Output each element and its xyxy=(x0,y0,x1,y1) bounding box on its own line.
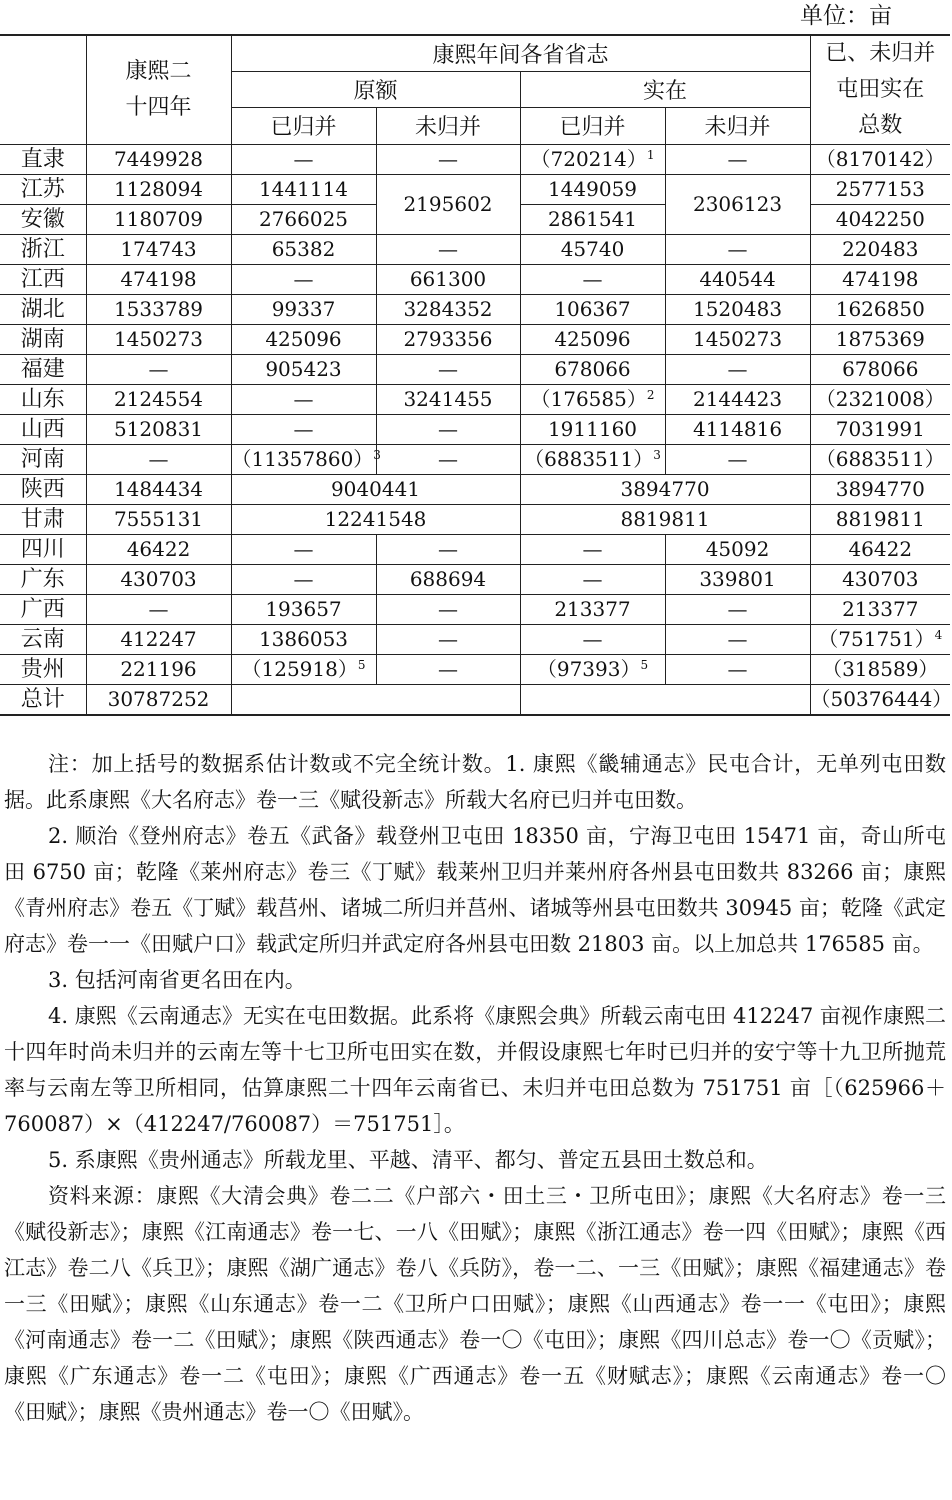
cell-actual-unmerged: — xyxy=(665,235,810,265)
cell-original-unmerged: — xyxy=(376,235,520,265)
cell-province: 湖北 xyxy=(0,295,86,325)
cell-original-merged: 65382 xyxy=(231,235,376,265)
cell-actual-merged: 1911160 xyxy=(520,415,665,445)
cell-total: 1626850 xyxy=(810,295,950,325)
cell-actual-unmerged: 339801 xyxy=(665,565,810,595)
cell-total: 46422 xyxy=(810,535,950,565)
cell-original-merged: — xyxy=(231,535,376,565)
table-row xyxy=(0,415,950,445)
cell-original-empty xyxy=(231,685,520,716)
cell-value: （6883511） xyxy=(524,447,654,471)
cell-original-merged: 99337 xyxy=(231,295,376,325)
footnote-mark: 2 xyxy=(646,388,655,402)
cell-original-merged: 2766025 xyxy=(231,205,376,235)
header-total-line1: 已、未归并 xyxy=(825,41,936,66)
note-paragraph: 注：加上括号的数据系估计数或不完全统计数。1. 康熙《畿辅通志》民屯合计，无单列屯田数据。此系康熙《大名府志》卷一三《赋役新志》所载大名府已归并屯田数。 xyxy=(4,752,946,812)
cell-kangxi24: 46422 xyxy=(86,535,231,565)
cell-kangxi24: 174743 xyxy=(86,235,231,265)
cell-original-merged: 1441114 xyxy=(231,175,376,205)
table-row xyxy=(0,265,950,295)
cell-original-merged: — xyxy=(231,145,376,175)
cell-original-unmerged: 2195602 xyxy=(376,175,520,235)
cell-total: 213377 xyxy=(810,595,950,625)
cell-actual-merged: — xyxy=(520,625,665,655)
cell-original-unmerged: — xyxy=(376,655,520,685)
cell-original-merged: 193657 xyxy=(231,595,376,625)
cell-actual-empty xyxy=(520,685,810,716)
cell-actual-merged: — xyxy=(520,535,665,565)
cell-value: （751751） xyxy=(818,627,935,651)
table-row xyxy=(0,175,950,205)
cell-original-unmerged: — xyxy=(376,625,520,655)
cell-actual-unmerged: — xyxy=(665,655,810,685)
cell-total: 2577153 xyxy=(810,175,950,205)
cell-actual-merged: 45740 xyxy=(520,235,665,265)
cell-total: 4042250 xyxy=(810,205,950,235)
table-row xyxy=(0,505,950,535)
cell-total: 220483 xyxy=(810,235,950,265)
cell-province: 河南 xyxy=(0,445,86,475)
cell-actual-merged xyxy=(520,385,665,415)
cell-province: 江西 xyxy=(0,265,86,295)
table-row xyxy=(0,295,950,325)
cell-actual-merged: 678066 xyxy=(520,355,665,385)
cell-actual-unmerged: — xyxy=(665,355,810,385)
cell-kangxi24: 2124554 xyxy=(86,385,231,415)
header-kangxi24-line2: 十四年 xyxy=(125,95,192,120)
cell-kangxi24: 1450273 xyxy=(86,325,231,355)
header-total-line2: 屯田实在 xyxy=(836,77,925,102)
header-provincial-gazetteers: 康熙年间各省省志 xyxy=(231,35,810,72)
cell-value: （97393） xyxy=(536,657,641,681)
cell-original-merged: 1386053 xyxy=(231,625,376,655)
cell-kangxi24: 430703 xyxy=(86,565,231,595)
footnote-mark: 1 xyxy=(646,148,655,162)
cell-total: 678066 xyxy=(810,355,950,385)
cell-original-unmerged: — xyxy=(376,595,520,625)
unit-label: 单位：亩 xyxy=(800,3,892,29)
cell-kangxi24: 1533789 xyxy=(86,295,231,325)
header-original-unmerged: 未归并 xyxy=(376,107,520,144)
cell-kangxi24: — xyxy=(86,595,231,625)
cell-province: 云南 xyxy=(0,625,86,655)
header-total-line3: 总数 xyxy=(858,113,903,138)
cell-original-merged: — xyxy=(231,385,376,415)
cell-actual-unmerged: 1450273 xyxy=(665,325,810,355)
cell-total: 474198 xyxy=(810,265,950,295)
cell-total: （8170142） xyxy=(810,145,950,175)
cell-kangxi24: 5120831 xyxy=(86,415,231,445)
cell-province: 陕西 xyxy=(0,475,86,505)
cell-original-merged: — xyxy=(231,265,376,295)
cell-kangxi24: 221196 xyxy=(86,655,231,685)
header-actual-merged: 已归并 xyxy=(520,107,665,144)
cell-province: 山西 xyxy=(0,415,86,445)
cell-province: 山东 xyxy=(0,385,86,415)
cell-original-combined: 12241548 xyxy=(231,505,520,535)
cell-value: （720214） xyxy=(530,147,647,171)
cell-actual-unmerged: — xyxy=(665,625,810,655)
cell-kangxi24: 1180709 xyxy=(86,205,231,235)
cell-total: （2321008） xyxy=(810,385,950,415)
cell-province: 江苏 xyxy=(0,175,86,205)
cell-actual-merged: 425096 xyxy=(520,325,665,355)
header-original-merged: 已归并 xyxy=(231,107,376,144)
table-row xyxy=(0,385,950,415)
note-paragraph: 4. 康熙《云南通志》无实在屯田数据。此系将《康熙会典》所载云南屯田 412247 亩视作康熙二十四年时尚未归并的云南左等十七卫所屯田实在数，并假设康熙七年时已归并的安宁等十九卫所抛荒率与云南左等卫所相同，估算康熙二十四年云南省已、未归并屯田总数为 751751 亩［（625966＋760087）×（412247/760087）＝751751］。 xyxy=(4,1004,946,1136)
note-paragraph: 2. 顺治《登州府志》卷五《武备》载登州卫屯田 18350 亩，宁海卫屯田 15471 亩，奇山所屯田 6750 亩；乾隆《莱州府志》卷三《丁赋》载莱州卫归并莱州府各州县屯田数共 83266 亩；康熙《青州府志》卷五《丁赋》载莒州、诸城二所归并莒州、诸城等州县屯田数共 30945 亩；乾隆《武定府志》卷一一《田赋户口》载武定所归并武定府各州县屯田数 21803 亩。以上加总共 176585 亩。 xyxy=(4,824,946,956)
cell-original-merged: 425096 xyxy=(231,325,376,355)
table-row xyxy=(0,145,950,175)
tuntian-table xyxy=(0,34,950,716)
header-original: 原额 xyxy=(231,72,520,108)
cell-kangxi24: — xyxy=(86,355,231,385)
cell-original-merged xyxy=(231,445,381,475)
table-row xyxy=(0,355,950,385)
cell-original-merged xyxy=(231,655,376,685)
cell-province: 福建 xyxy=(0,355,86,385)
cell-total: 7031991 xyxy=(810,415,950,445)
notes-section xyxy=(4,746,946,1430)
cell-original-unmerged: 2793356 xyxy=(376,325,520,355)
cell-actual-merged: 1449059 xyxy=(520,175,665,205)
cell-kangxi24: 412247 xyxy=(86,625,231,655)
cell-actual-unmerged: 2306123 xyxy=(665,175,810,235)
cell-actual-unmerged: 4114816 xyxy=(665,415,810,445)
cell-actual-unmerged: 1520483 xyxy=(665,295,810,325)
cell-actual-merged: 106367 xyxy=(520,295,665,325)
sources-paragraph: 资料来源：康熙《大清会典》卷二二《户部六・田土三・卫所屯田》；康熙《大名府志》卷一三《赋役新志》；康熙《江南通志》卷一七、一八《田赋》；康熙《浙江通志》卷一四《田赋》；康熙《西江志》卷二八《兵卫》；康熙《湖广通志》卷八《兵防》，卷一二、一三《田赋》；康熙《福建通志》卷一三《田赋》；康熙《山东通志》卷一二《卫所户口田赋》；康熙《山西通志》卷一一《屯田》；康熙《河南通志》卷一二《田赋》；康熙《陕西通志》卷一〇《屯田》；康熙《四川总志》卷一〇《贡赋》；康熙《广东通志》卷一二《屯田》；康熙《广西通志》卷一五《财赋志》；康熙《云南通志》卷一〇《田赋》；康熙《贵州通志》卷一〇《田赋》。 xyxy=(4,1184,946,1424)
table-row xyxy=(0,565,950,595)
footnote-mark: 3 xyxy=(373,448,381,462)
cell-province: 广西 xyxy=(0,595,86,625)
cell-total: （318589） xyxy=(810,655,950,685)
header-blank-corner xyxy=(0,35,86,145)
cell-kangxi24: 7449928 xyxy=(86,145,231,175)
cell-actual-combined: 8819811 xyxy=(520,505,810,535)
cell-original-unmerged: 688694 xyxy=(376,565,520,595)
cell-province: 四川 xyxy=(0,535,86,565)
header-kangxi24-line1: 康熙二 xyxy=(125,59,192,84)
cell-actual-combined: 3894770 xyxy=(520,475,810,505)
footnote-mark: 5 xyxy=(640,658,649,672)
cell-total: （50376444） xyxy=(810,685,950,716)
header-actual: 实在 xyxy=(520,72,810,108)
cell-province: 总计 xyxy=(0,685,86,716)
cell-original-unmerged: — xyxy=(376,415,520,445)
cell-value: （176585） xyxy=(530,387,647,411)
cell-original-unmerged: 3284352 xyxy=(376,295,520,325)
footnote-mark: 5 xyxy=(357,658,366,672)
table-row xyxy=(0,595,950,625)
cell-kangxi24: — xyxy=(86,445,231,475)
header-kangxi24 xyxy=(86,35,231,145)
cell-original-merged: 905423 xyxy=(231,355,376,385)
footnote-mark: 4 xyxy=(934,628,943,642)
cell-province: 甘肃 xyxy=(0,505,86,535)
note-paragraph: 3. 包括河南省更名田在内。 xyxy=(48,968,306,992)
cell-actual-unmerged: — xyxy=(665,145,810,175)
cell-total: （6883511） xyxy=(810,445,950,475)
cell-total: 1875369 xyxy=(810,325,950,355)
cell-total: 430703 xyxy=(810,565,950,595)
cell-province: 湖南 xyxy=(0,325,86,355)
cell-kangxi24: 1484434 xyxy=(86,475,231,505)
cell-province: 浙江 xyxy=(0,235,86,265)
cell-province: 安徽 xyxy=(0,205,86,235)
cell-original-unmerged: — xyxy=(376,145,520,175)
cell-actual-merged: 213377 xyxy=(520,595,665,625)
cell-actual-merged xyxy=(520,655,665,685)
table-row xyxy=(0,655,950,685)
cell-actual-unmerged: 440544 xyxy=(665,265,810,295)
cell-total: 8819811 xyxy=(810,505,950,535)
cell-value: （125918） xyxy=(241,657,358,681)
cell-kangxi24: 1128094 xyxy=(86,175,231,205)
cell-province: 贵州 xyxy=(0,655,86,685)
cell-original-combined: 9040441 xyxy=(231,475,520,505)
cell-actual-unmerged: — xyxy=(665,445,810,475)
cell-kangxi24: 30787252 xyxy=(86,685,231,716)
header-total xyxy=(810,35,950,145)
cell-actual-merged xyxy=(520,145,665,175)
cell-total: 3894770 xyxy=(810,475,950,505)
header-actual-unmerged: 未归并 xyxy=(665,107,810,144)
cell-kangxi24: 7555131 xyxy=(86,505,231,535)
cell-original-unmerged: 661300 xyxy=(376,265,520,295)
cell-original-unmerged: — xyxy=(376,445,520,475)
table-row xyxy=(0,475,950,505)
cell-kangxi24: 474198 xyxy=(86,265,231,295)
cell-original-unmerged: — xyxy=(376,535,520,565)
table-row xyxy=(0,325,950,355)
cell-actual-unmerged: 2144423 xyxy=(665,385,810,415)
cell-original-merged: — xyxy=(231,415,376,445)
footnote-mark: 3 xyxy=(653,448,661,462)
note-paragraph: 5. 系康熙《贵州通志》所载龙里、平越、清平、都匀、普定五县田土数总和。 xyxy=(48,1148,768,1172)
cell-actual-unmerged: 45092 xyxy=(665,535,810,565)
cell-province: 直隶 xyxy=(0,145,86,175)
table-row-total xyxy=(0,685,950,716)
cell-actual-merged xyxy=(520,445,665,475)
cell-actual-merged: 2861541 xyxy=(520,205,665,235)
cell-original-unmerged: 3241455 xyxy=(376,385,520,415)
table-row xyxy=(0,445,950,475)
cell-total xyxy=(810,625,950,655)
cell-original-unmerged: — xyxy=(376,355,520,385)
cell-value: （11357860） xyxy=(231,447,374,471)
table-row xyxy=(0,235,950,265)
cell-actual-merged: — xyxy=(520,565,665,595)
cell-actual-unmerged: — xyxy=(665,595,810,625)
cell-actual-merged: — xyxy=(520,265,665,295)
table-row xyxy=(0,535,950,565)
cell-original-merged: — xyxy=(231,565,376,595)
table-row xyxy=(0,625,950,655)
cell-province: 广东 xyxy=(0,565,86,595)
